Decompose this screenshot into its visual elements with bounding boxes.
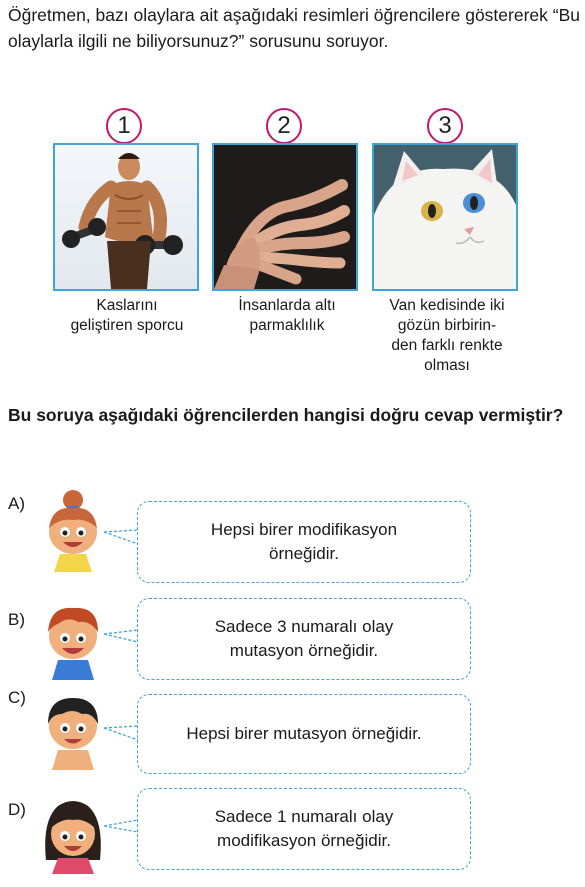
- option-b-bubble[interactable]: [137, 598, 471, 680]
- caption-1-line1: Kaslarını: [96, 297, 158, 314]
- option-d-letter[interactable]: D): [8, 800, 26, 819]
- van-cat-image: [372, 143, 518, 291]
- option-d-line1: Sadece 1 numaralı olay: [214, 807, 394, 826]
- option-a-line1: Hepsi birer modifikasyon: [210, 520, 398, 539]
- speech-tail-a: [104, 528, 140, 553]
- intro-text: Öğretmen, bazı olaylara ait aşağıdaki resimleri öğrencilere göstererek “Bu olaylarla ilgili ne biliyorsunuz?” sorusunu soruyor.: [8, 5, 580, 51]
- student-b-avatar: [38, 596, 108, 680]
- caption-3-line1: Van kedisinde iki: [389, 297, 505, 314]
- caption-2-line2: parmaklılık: [249, 317, 325, 334]
- speech-tail-b: [104, 628, 140, 653]
- image-number-2: 2: [266, 108, 302, 144]
- option-c-bubble[interactable]: [137, 694, 471, 774]
- image-number-1: 1: [106, 108, 142, 144]
- option-b-line2: mutasyon örneğidir.: [229, 641, 379, 660]
- caption-2: [207, 296, 367, 336]
- option-a-bubble[interactable]: [137, 501, 471, 583]
- caption-3: [367, 296, 527, 376]
- option-d-line2: modifikasyon örneğidir.: [217, 831, 391, 850]
- option-c-line1: Hepsi birer mutasyon örneğidir.: [186, 724, 422, 743]
- option-b-letter[interactable]: B): [8, 610, 25, 629]
- student-a-avatar: [38, 488, 108, 572]
- speech-tail-d: [104, 818, 140, 843]
- caption-1: [47, 296, 207, 336]
- caption-1-line2: geliştiren sporcu: [70, 317, 184, 334]
- option-d-bubble[interactable]: [137, 788, 471, 870]
- caption-2-line1: İnsanlarda altı: [238, 297, 336, 314]
- option-b-line1: Sadece 3 numaralı olay: [214, 617, 394, 636]
- question-text: Bu soruya aşağıdaki öğrencilerden hangisi doğru cevap vermiştir?: [8, 405, 564, 425]
- caption-3-line3: den farklı renkte: [391, 337, 503, 354]
- bodybuilder-image: [53, 143, 199, 291]
- student-d-avatar: [38, 790, 108, 874]
- student-c-avatar: [38, 686, 108, 770]
- six-fingered-hand-image: [212, 143, 358, 291]
- option-a-letter[interactable]: A): [8, 494, 25, 513]
- image-number-3: 3: [427, 108, 463, 144]
- option-c-letter[interactable]: C): [8, 688, 26, 707]
- caption-3-line2: gözün birbirin-: [397, 317, 497, 334]
- caption-3-line4: olması: [424, 357, 470, 374]
- speech-tail-c: [104, 724, 140, 749]
- option-a-line2: örneğidir.: [269, 544, 339, 563]
